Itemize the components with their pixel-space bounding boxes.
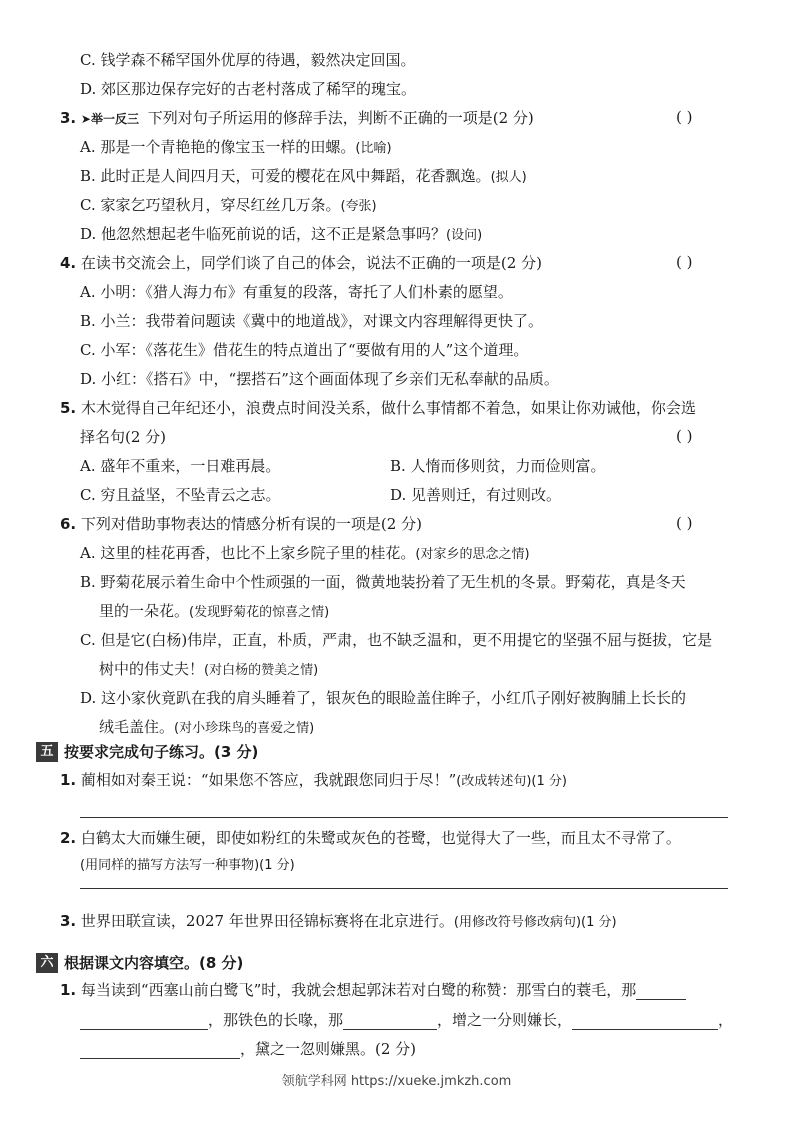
s6-q1-blank-1[interactable] bbox=[636, 983, 686, 1000]
q3-option-c: C. 家家乞巧望秋月，穿尽红丝几万条。(夸张) bbox=[80, 196, 377, 214]
q6-option-c: C. 但是它(白杨)伟岸，正直，朴质，严肃，也不缺乏温和，更不用提它的坚强不屈与挺拔，它是 bbox=[80, 631, 713, 649]
section-five-number: 五 bbox=[36, 742, 58, 762]
q6-text: 下列对借助事物表达的情感分析有误的一项是(2 分) bbox=[80, 515, 422, 533]
q3-number: 3. bbox=[60, 109, 77, 127]
s5-q3-note: (用修改符号修改病句)(1 分) bbox=[453, 915, 617, 930]
q6-answer-paren[interactable]: ( ) bbox=[676, 514, 693, 532]
q3-option-c-note: (夸张) bbox=[340, 199, 377, 214]
q6-option-d-cont: 绒毛盖住。(对小珍珠鸟的喜爱之情) bbox=[99, 718, 315, 736]
q6-number: 6. bbox=[60, 515, 77, 533]
q5-text: 木木觉得自己年纪还小，浪费点时间没关系，做什么事情都不着急，如果让你劝诫他，你会选 bbox=[80, 399, 696, 417]
q6-option-d: D. 这小家伙竟趴在我的肩头睡着了，银灰色的眼睑盖住眸子，小红爪子刚好被胸脯上长长的 bbox=[80, 689, 687, 707]
q3-text: 下列对句子所运用的修辞手法，判断不正确的一项是(2 分) bbox=[147, 109, 534, 127]
q2-option-c: C. 钱学森不稀罕国外优厚的待遇，毅然决定回国。 bbox=[80, 51, 416, 69]
s5-q2-text: 白鹤太大而嫌生硬，即使如粉红的朱鹭或灰色的苍鹭，也觉得大了一些，而且太不寻常了。 bbox=[80, 829, 681, 847]
q3-option-b: B. 此时正是人间四月天，可爱的樱花在风中舞蹈，花香飘逸。(拟人) bbox=[80, 167, 527, 185]
q3-answer-paren[interactable]: ( ) bbox=[676, 108, 693, 126]
s5-q2-answer-line[interactable] bbox=[80, 888, 728, 889]
q5-option-d: D. 见善则迁，有过则改。 bbox=[390, 486, 562, 504]
q6-option-b-note: (发现野菊花的惊喜之情) bbox=[189, 605, 330, 620]
q4-stem bbox=[60, 253, 542, 273]
s6-q1-mid2: ，增之一分则嫌长， bbox=[437, 1011, 573, 1029]
s6-q1-mid3: ， bbox=[718, 1011, 734, 1029]
s6-q1-text: 每当读到“西塞山前白鹭飞”时，我就会想起郭沫若对白鹭的称赞：那雪白的蓑毛，那 bbox=[80, 981, 637, 999]
q5-number: 5. bbox=[60, 399, 77, 417]
s6-q1-blank-3[interactable] bbox=[343, 1013, 437, 1030]
q6-option-c-cont: 树中的伟丈夫！(对白杨的赞美之情) bbox=[99, 660, 319, 678]
q3-option-b-note: (拟人) bbox=[490, 170, 527, 185]
q3-option-d: D. 他忽然想起老牛临死前说的话，这不正是紧急事吗？(设问) bbox=[80, 225, 483, 243]
q6-stem bbox=[60, 514, 422, 534]
q6-option-a-note: (对家乡的思念之情) bbox=[415, 547, 530, 562]
s6-q1-number: 1. bbox=[60, 981, 77, 999]
s6-q1-line2 bbox=[80, 1010, 733, 1030]
q2-option-d: D. 郊区那边保存完好的古老村落成了稀罕的瑰宝。 bbox=[80, 80, 417, 98]
q5-option-c: C. 穷且益坚，不坠青云之志。 bbox=[80, 486, 281, 504]
section-six-number: 六 bbox=[36, 953, 58, 973]
s6-q1 bbox=[60, 980, 686, 1000]
q5-stem-cont: 择名句(2 分) bbox=[80, 428, 167, 446]
s5-q3-text: 世界田联宣读，2027 年世界田径锦标赛将在北京进行。 bbox=[80, 912, 454, 930]
section-six-heading bbox=[36, 952, 243, 973]
s5-q2-note: (用同样的描写方法写一种事物)(1 分) bbox=[80, 858, 295, 873]
q3-option-d-note: (设问) bbox=[446, 228, 483, 243]
q6-option-a: A. 这里的桂花再香，也比不上家乡院子里的桂花。(对家乡的思念之情) bbox=[80, 544, 530, 562]
s5-q1-number: 1. bbox=[60, 771, 77, 789]
s5-q2 bbox=[60, 828, 681, 848]
s6-q1-end: ，黛之一忽则嫌黑。(2 分) bbox=[240, 1040, 417, 1058]
q4-number: 4. bbox=[60, 254, 77, 272]
s5-q3-number: 3. bbox=[60, 912, 77, 930]
q3-option-a-note: (比喻) bbox=[355, 141, 392, 156]
s5-q1-answer-line[interactable] bbox=[80, 817, 728, 818]
q3-tag: ➤举一反三 bbox=[80, 112, 139, 126]
s6-q1-blank-4[interactable] bbox=[572, 1013, 718, 1030]
s6-q1-blank-5[interactable] bbox=[80, 1042, 240, 1059]
section-five-title: 按要求完成句子练习。(3 分) bbox=[64, 743, 259, 761]
section-five-heading bbox=[36, 741, 258, 762]
s6-q1-blank-2[interactable] bbox=[80, 1013, 208, 1030]
q4-text: 在读书交流会上，同学们谈了自己的体会，说法不正确的一项是(2 分) bbox=[80, 254, 542, 272]
q5-stem bbox=[60, 398, 696, 418]
q4-answer-paren[interactable]: ( ) bbox=[676, 253, 693, 271]
q6-option-b-cont: 里的一朵花。(发现野菊花的惊喜之情) bbox=[99, 602, 330, 620]
q3-option-a: A. 那是一个青艳艳的像宝玉一样的田螺。(比喻) bbox=[80, 138, 392, 156]
q3-stem bbox=[60, 108, 534, 129]
q4-option-d: D. 小红：《搭石》中，“摆搭石”这个画面体现了乡亲们无私奉献的品质。 bbox=[80, 370, 559, 388]
q5-option-a: A. 盛年不重来，一日难再晨。 bbox=[80, 457, 281, 475]
q4-option-b: B. 小兰：我带着问题读《冀中的地道战》，对课文内容理解得更快了。 bbox=[80, 312, 544, 330]
q6-option-b: B. 野菊花展示着生命中个性顽强的一面，微黄地装扮着了无生机的冬景。野菊花，真是冬天 bbox=[80, 573, 686, 591]
s5-q1-note: (改成转述句)(1 分) bbox=[456, 774, 567, 789]
section-six-title: 根据课文内容填空。(8 分) bbox=[64, 954, 244, 972]
q4-option-a: A. 小明：《猎人海力布》有重复的段落，寄托了人们朴素的愿望。 bbox=[80, 283, 513, 301]
q5-option-b: B. 人惰而侈则贫，力而俭则富。 bbox=[390, 457, 606, 475]
q4-option-c: C. 小军：《落花生》借花生的特点道出了“要做有用的人”这个道理。 bbox=[80, 341, 529, 359]
s6-q1-line3 bbox=[80, 1039, 416, 1059]
s5-q3 bbox=[60, 911, 617, 933]
footer-watermark: 领航学科网 https://xueke.jmkzh.com bbox=[281, 1074, 512, 1089]
s5-q1 bbox=[60, 770, 567, 792]
q6-option-c-note: (对白杨的赞美之情) bbox=[204, 663, 319, 678]
q6-option-d-note: (对小珍珠鸟的喜爱之情) bbox=[174, 721, 315, 736]
q5-answer-paren[interactable]: ( ) bbox=[676, 427, 693, 445]
s5-q1-text: 蔺相如对秦王说：“如果您不答应，我就跟您同归于尽！” bbox=[80, 771, 457, 789]
s6-q1-mid1: ，那铁色的长喙，那 bbox=[208, 1011, 344, 1029]
s5-q2-number: 2. bbox=[60, 829, 77, 847]
